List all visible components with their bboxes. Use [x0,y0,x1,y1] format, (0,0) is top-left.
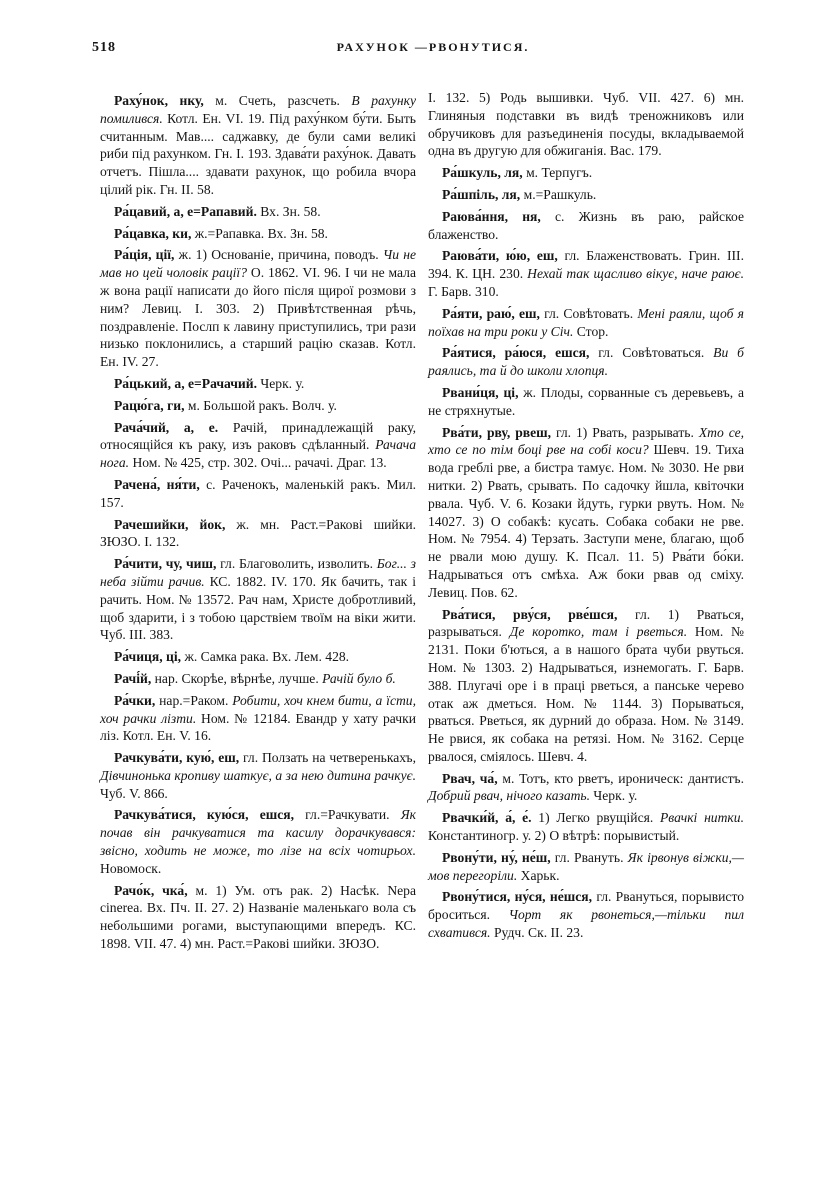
entry-example: Як почав він рачкуватися та касилу дорачкувався: звісно, ходить не може, то лізе на всіх чотирьох. [100,807,416,859]
dictionary-entry [100,225,416,243]
entry-definition: с. Жизнь въ раю, райское блаженство. [428,208,744,242]
entry-citation: Ном. № 425, стр. 302. Очі... рачачі. Драг. 13. [129,455,387,471]
entry-headword: Ра́чиця, ці, [114,649,182,665]
entry-example: Ви б раялись, та й до школи хлопця. [428,345,744,379]
entry-headword: Рачешийки, йок, [114,516,226,532]
entry-headword: Ра́ятися, ра́юся, ешся, [442,345,590,361]
running-head: РАХУНОК —РВОНУТИСЯ. [336,40,530,54]
entry-definition: гл. Совѣтоваться. [589,345,714,361]
entry-headword: Рвани́ця, ці, [442,384,519,400]
entry-definition: I. 132. 5) Родь вышивки. Чуб. VII. 427. 6) мн. Глиняныя подставки въ видѣ треножниковъ или обручиковъ для разъединенія посуды, вкладываемой одна въ другую для обжиганія. Вас. 179. [428,90,744,159]
entry-example: Чи не мав но цей чоловік рації? [100,247,416,281]
entry-headword: Ра́ція, ції, [114,247,175,263]
entry-headword: Ра́чки, [114,692,156,708]
entry-headword: Рачо́к, чка́, [114,882,188,898]
dictionary-entry [100,92,416,199]
entry-definition: гл. Благоволить, изволить. [216,556,377,572]
entry-example: Де коротко, там і рветься. [509,624,688,640]
entry-example: Чорт як рвонеться,—тільки пил схватився. [428,907,744,941]
entry-example: Як ірвонув віжки,—мов перегоріли. [428,849,744,883]
entry-headword: Раюва́ння, ня, [442,208,541,224]
entry-definition: ж. мн. Раст.=Ракові шийки. ЗЮЗО. I. 132. [100,516,416,550]
entry-headword: Рвону́ти, ну́, не́ш, [442,849,551,865]
entry-definition: ж.=Рапавка. Вх. Зн. 58. [191,225,328,241]
entry-headword: Рачкува́ти, кую́, еш, [114,750,240,766]
entry-definition: гл. Совѣтовать. [539,305,638,321]
entry-definition: 1) Легко рвущійся. [531,810,660,826]
dictionary-entry [100,670,416,688]
entry-definition: м. 1) Ум. отъ рак. 2) Насѣк. Nepa cinerea. Вх. Пч. II. 27. 2) Названіе маленькаго вола съ небольшими рогами, выступающими впередъ. КС. 1898. VII. 47. 4) мн. Раст.=Ракові шийки. ЗЮЗО. [100,882,416,952]
dictionary-entry [100,397,416,415]
entry-definition: гл.=Рачкувати. [293,807,401,823]
entry-headword: Рацю́га, ги, [114,397,185,413]
page-number: 518 [92,40,116,55]
entry-definition: Черк. у. [257,375,305,391]
entry-headword: Раюва́ти, ю́ю, еш, [442,248,558,264]
dictionary-entry [428,247,744,300]
entry-definition: гл. Блаженствовать. Грин. III. 394. К. ЦН. 230. [428,248,744,282]
dictionary-entry [100,882,416,953]
dictionary-entry [428,305,744,341]
dictionary-entry [100,203,416,221]
page-header [92,40,774,60]
entry-headword: Рачкува́тися, кую́ся, ешся, [114,807,294,823]
entry-headword: Рвач, ча́, [442,770,498,786]
entry-definition: гл. 1) Рвать, разрывать. [551,424,699,440]
entry-headword: Ра́чити, чу, чиш, [114,556,217,572]
dictionary-entry [428,770,744,806]
entry-headword: Ра́цавий, а, е=Рапавий. [114,203,257,219]
entry-citation: КС. 1882. IV. 170. Як бачить, так і рачить. Ном. № 13572. Рач нам, Христе добротливий, щоб здарити, і з тобою царствіем твоїм на віки жити. Чуб. III. 383. [100,573,417,643]
entry-citation: Рудч. Ск. II. 23. [490,925,584,941]
entry-example: Рвачкі нитки. [659,810,744,826]
entry-definition: гл. Ползать на четверенькахъ, [239,750,416,766]
entry-headword: Ра́шкуль, ля, [442,165,523,181]
entry-definition: м. Тотъ, кто рветъ, ироническ: дантистъ. [497,770,744,786]
entry-definition: гл. 1) Рваться, разрываться. [428,606,744,640]
entry-headword: Рачі́й, [114,670,152,686]
entry-headword: Ра́шпіль, ля, [442,186,521,202]
dictionary-entry [100,806,416,877]
entry-headword: Рача́чий, а, е. [114,419,219,435]
entry-headword: Рвону́тися, ну́ся, не́шся, [442,889,593,905]
entry-definition: м. Терпугъ. [522,165,593,181]
dictionary-entry [100,692,416,745]
entry-headword: Ра́цавка, ки, [114,225,192,241]
dictionary-entry [428,344,744,380]
dictionary-entry [100,648,416,666]
dictionary-entry [428,849,744,885]
dictionary-entry [428,186,744,204]
dictionary-entry [428,164,744,182]
entry-definition: Вх. Зн. 58. [256,203,321,219]
dictionary-entry [428,809,744,845]
entry-definition: нар.=Раком. [155,692,233,708]
entry-example: Бог... з неба зійти рачив. [100,556,416,589]
dictionary-entry [100,516,416,552]
entry-citation: Чуб. V. 866. [100,785,168,801]
entry-example: Хто се, хто се по тім боці рве на собі коси? [428,424,745,458]
entry-headword: Рачена́, ня́ти, [114,476,200,492]
dictionary-entry [428,888,744,941]
entry-example: Рачача нога. [100,437,416,471]
entry-definition: с. Раченокъ, маленькій ракъ. Мил. 157. [100,476,417,510]
dictionary-entry [428,606,744,766]
entry-definition: Рачій, принадлежащій раку, относящійся къ раку, изъ раковъ сдѣланный. [100,419,416,453]
dictionary-entry [100,246,416,371]
entry-definition: гл. Рвануться, порывисто броситься. [428,889,745,923]
entry-example: Рачій було б. [322,670,396,686]
dictionary-entry [100,375,416,393]
dictionary-entry [100,555,416,644]
entry-example: Робити, хоч кнем бити, а їсти, хоч рачки лізти. [100,692,417,726]
entry-definition: гл. Рвануть. [550,849,628,865]
entry-citation: Котл. Ен. VI. 19. Під раху́нком бу́ти. Быть считанным. Мав.... саджавку, де були сами великі риби під рахунком. Гн. I. 193. Здава́ти раху́нок. Давать отчетъ. Пішла.... здавати рахунок, що робила вчора цілий рік. Гн. II. 58. [100,110,416,197]
entry-citation: Константиногр. у. 2) О вѣтрѣ: порывистый. [428,828,680,844]
entry-example: В рахунку помилився. [100,93,417,126]
entry-citation: Новомоск. [100,860,162,876]
entry-citation: Г. Барв. 310. [428,283,499,299]
dictionary-entry [100,749,416,802]
entry-citation: Ном. № 12184. Евандр у хату рачки ліз. Котл. Ен. V. 16. [100,710,417,744]
dictionary-entry [428,208,744,244]
entry-citation: О. 1862. VI. 96. I чи не мала ж вона рації написати до його після щирої розмови з ним? Левиц. I. 303. 2) Привѣтственная рѣчь, поздравленіе. Послп к лавину приступились, три рази низько поклонились, а старший рацію сказав. Котл. Ен. IV. 27. [100,265,416,370]
entry-citation: Стор. [573,323,609,339]
entry-definition: м. Счеть, разсчеть. [203,93,352,108]
entry-headword: Раху́нок, нку, [114,93,204,108]
dictionary-entry [428,424,744,602]
entry-definition: м.=Рашкуль. [520,186,597,202]
entry-definition: м. Большой ракъ. Волч. у. [184,397,337,413]
entry-citation: Шевч. 19. Тиха вода греблі рве, а бистра тамує. Ном. № 3030. Не рви нитки. 2) Рвать, срывать. По садочку йшла, квіточки рвала. Чуб. V. 6. Козаки йдуть, гурки рвуть. Ном. № 14027. 3) О собакѣ: кусать. Собака собаки не рве. Ном. № 7954. 4) Терзать. Заступи мене, благаю, щоб не рвали мою душу. К. Псал. 11. 5) Рва́ти бо́ки. Надрываться отъ смѣха. Аж боки рвав од сміху. Левиц. Пов. 62. [428,442,744,600]
entry-headword: Ра́цький, а, е=Рачачий. [114,375,257,391]
dictionary-entry [100,476,416,512]
entry-example: Нехай так щасливо вікує, наче раює. [527,266,744,282]
dictionary-entry [100,419,416,472]
entry-example: Мені раяли, щоб я поїхав на три роки у Січ. [428,305,744,339]
entry-example: Дівчинонька кропиву шаткує, а за нею дитина рачкує. [100,767,416,783]
entry-headword: Ра́яти, раю́, еш, [442,305,540,321]
entry-headword: Рвачки́й, а́, е́. [442,810,532,826]
entry-headword: Рва́тися, рву́ся, рве́шся, [442,606,618,622]
right-column [428,89,744,946]
entry-definition: нар. Скорѣе, вѣрнѣе, лучше. [151,670,323,686]
left-column [100,92,416,957]
entry-citation: Черк. у. [590,788,638,804]
entry-citation: Ном. № 2131. Поки б'ються, а в нашого брата чуби рвуться. Ном. № 1303. 2) Надрываться, изнемогать. Г. Барв. 388. Плугачі оре і в праці рветься, а панське черево отак аж дметься. Ном. № 1144. 3) Порываться, рваться. Рветься, як дурний до образа. Ном. № 3149. Не рвися, як собака на ретязі. Ном. № 3162. Серце рвалося, сміялось. Шевч. 4. [428,624,744,764]
dictionary-entry [428,89,744,160]
entry-example: Добрий рвач, нічого казать. [428,788,591,804]
entry-definition: ж. 1) Основаніе, причина, поводъ. [174,247,383,263]
dictionary-entry [428,384,744,420]
entry-headword: Рва́ти, рву, рвеш, [442,424,552,440]
entry-citation: Харьк. [517,867,560,883]
entry-definition: ж. Плоды, сорванные съ деревьевъ, а не стряхнутые. [428,384,744,418]
entry-definition: ж. Самка рака. Вх. Лем. 428. [181,649,350,665]
